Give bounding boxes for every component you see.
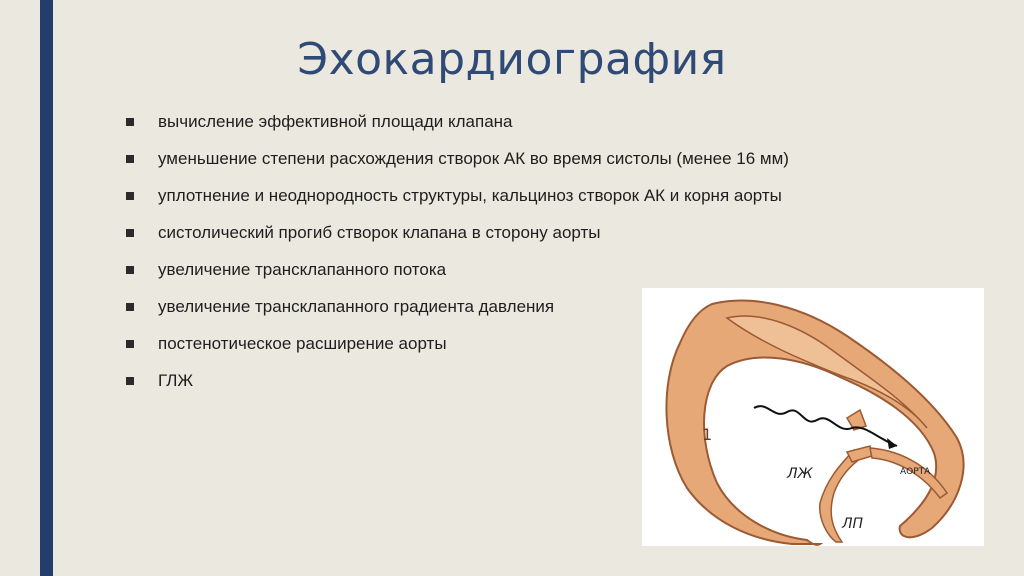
- bullet-text: систолический прогиб створок клапана в сторону аорты: [158, 222, 601, 242]
- bullet-text: ГЛЖ: [158, 370, 194, 390]
- bullet-item: [126, 214, 789, 251]
- bullet-item: [126, 103, 789, 140]
- bullet-text: вычисление эффективной площади клапана: [158, 111, 513, 131]
- flow-arrow: [754, 406, 897, 446]
- bullet-text: постенотическое расширение аорты: [158, 333, 447, 353]
- wall-label: 1: [702, 425, 713, 444]
- square-bullet-icon: [126, 192, 134, 200]
- bullet-text: уплотнение и неоднородность структуры, кальциноз створок АК и корня аорты: [158, 185, 782, 205]
- heart-sketch: [642, 288, 984, 546]
- heart-diagram-figure: [642, 288, 984, 546]
- bullet-text: увеличение трансклапанного потока: [158, 259, 447, 279]
- bullet-item: [126, 251, 789, 288]
- bullet-text: уменьшение степени расхождения створок АК во время систолы (менее 16 мм): [158, 148, 789, 168]
- square-bullet-icon: [126, 229, 134, 237]
- square-bullet-icon: [126, 340, 134, 348]
- slide-title: Эхокардиография: [297, 34, 727, 85]
- square-bullet-icon: [126, 118, 134, 126]
- lv-label: ЛЖ: [787, 466, 813, 482]
- aorta-label: АОРТА: [900, 467, 931, 477]
- aortic-leaflet-lower: [847, 446, 872, 462]
- la-label: ЛП: [842, 516, 864, 532]
- square-bullet-icon: [126, 155, 134, 163]
- square-bullet-icon: [126, 303, 134, 311]
- bullet-item: [126, 177, 789, 214]
- square-bullet-icon: [126, 266, 134, 274]
- bullet-text: увеличение трансклапанного градиента давления: [158, 296, 555, 316]
- arrow-head-icon: [887, 438, 897, 449]
- bullet-item: [126, 140, 789, 177]
- square-bullet-icon: [126, 377, 134, 385]
- left-ventricle-wall: [666, 301, 963, 545]
- accent-side-bar: [40, 0, 53, 576]
